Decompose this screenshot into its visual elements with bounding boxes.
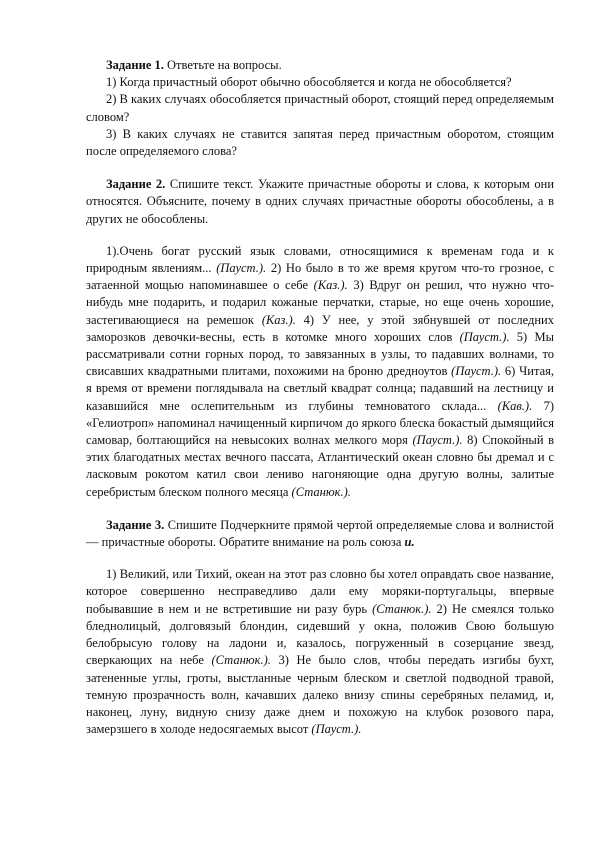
sentence: 7) «Гелиотроп» напоминал начищенный кирпичом до яркого блеска бокастый дымящийся самовар, болтающийся на невысоких волнах мелкого моря [86,398,554,448]
author-ref: (Пауст.). [451,364,502,379]
task2-heading: Задание 2. [106,177,166,192]
author-ref: (Станюк.). [211,653,271,668]
spacer [86,551,554,566]
author-ref: (Станюк.). [372,601,432,616]
sentence: 1).Очень богат русский язык словами, относящимися к временам года и к природным явлениям... [86,243,554,276]
author-ref: (Кав.). [497,398,533,413]
author-ref: (Пауст.). [412,433,463,448]
author-ref: (Пауст.). [459,329,510,344]
spacer [86,160,554,176]
task2-title [86,176,554,228]
author-ref: (Пауст.). [311,722,362,737]
task1-question-3: 3) В каких случаях не ставится запятая перед причастным оборотом, стоящим после определяемого слова? [86,126,554,159]
sentence: 4) У нее, у этой зябнувшей от последних заморозков девочки-весны, есть в котомке много хороших слов [86,312,554,344]
task1-question-1: 1) Когда причастный оборот обычно обособляется и когда не обособляется? [106,75,512,90]
task3-intro: Спишите Подчеркните прямой чертой определяемые слова и волнистой — причастные обороты. Обратите внимание на роль союза [86,517,554,550]
sentence: 2) Но было в то же время кругом что-то грозное, с затаенной мощью напоминавшее о себе [86,261,554,293]
task2-text [86,243,554,501]
task2-intro: Спишите текст. Укажите причастные обороты и слова, к которым они относятся. Объясните, почему в одних случаях причастные обороты обособлены, а в других не обособлены. [86,177,555,226]
task1-title [86,57,554,74]
task3-heading: Задание 3. [106,517,165,532]
sentence: 3) Вдруг он решил, что нужно что-нибудь мне подарить, и подарил кожаные перчатки, старые, но еще очень хорошие, застегивающиеся на ремешок [86,278,554,327]
sentence: 2) Не смеялся только бледнолицый, долговязый блондин, сидевший у окна, положив Свою большую белобрысую голову на ладони и, казалось, погруженный в созерцание звезд, сверкающих на небе [86,601,555,668]
spacer [86,501,554,517]
sentence: 5) Мы рассматривали сотни горных пород, то завязанных в узлы, то падавших волнами, то свисавших квадратными плитами, похожими на броню дредноутов [86,329,554,379]
task1-intro: Ответьте на вопросы. [163,58,282,72]
sentence: 3) Не было слов, чтобы передать изгибы бухт, затененные углы, гроты, выстланные черным блеском и светлой подводной травой, темную прозрачность волн, качавших далеко внизу спины серебряных пеламид, и, наконец, луну, видную снизу даже днем и похожую на клубок розового пара, замерзшего в холоде недосягаемых высот [86,653,554,737]
task3-title [86,517,554,551]
author-ref: (Каз.). [313,278,348,293]
sentence: 8) Спокойный в этих благодатных местах вечного пассата, Атлантический океан словно бы дремал и с ласковым рокотом катил свои лениво нагоняющие одна другую волны, залитые серебристым блеском полного месяца [86,433,554,499]
task3-text [86,566,554,738]
sentence: 1) Великий, или Тихий, океан на этот раз словно бы хотел оправдать свое название, которое совершенно несправедливо дали ему моряки-португальцы, впервые побывавшие в нем и не встретившие ни разу бурь [86,567,554,616]
author-ref: (Пауст.). [216,261,267,276]
task1-heading: Задание 1. [106,58,164,72]
author-ref: (Каз.). [261,312,296,327]
sentence: 6) Читая, я время от времени поглядывала на светлый квадрат солнца; падавший на лестницу и казавшийся мне ослепительным из глубины темноватого склада... [86,364,554,413]
task1-question-2: 2) В каких случаях обособляется причастный оборот, стоящий перед определяемым словом? [86,92,554,124]
conjunction: и. [404,535,415,550]
spacer [86,228,554,243]
author-ref: (Станюк.). [291,484,351,499]
